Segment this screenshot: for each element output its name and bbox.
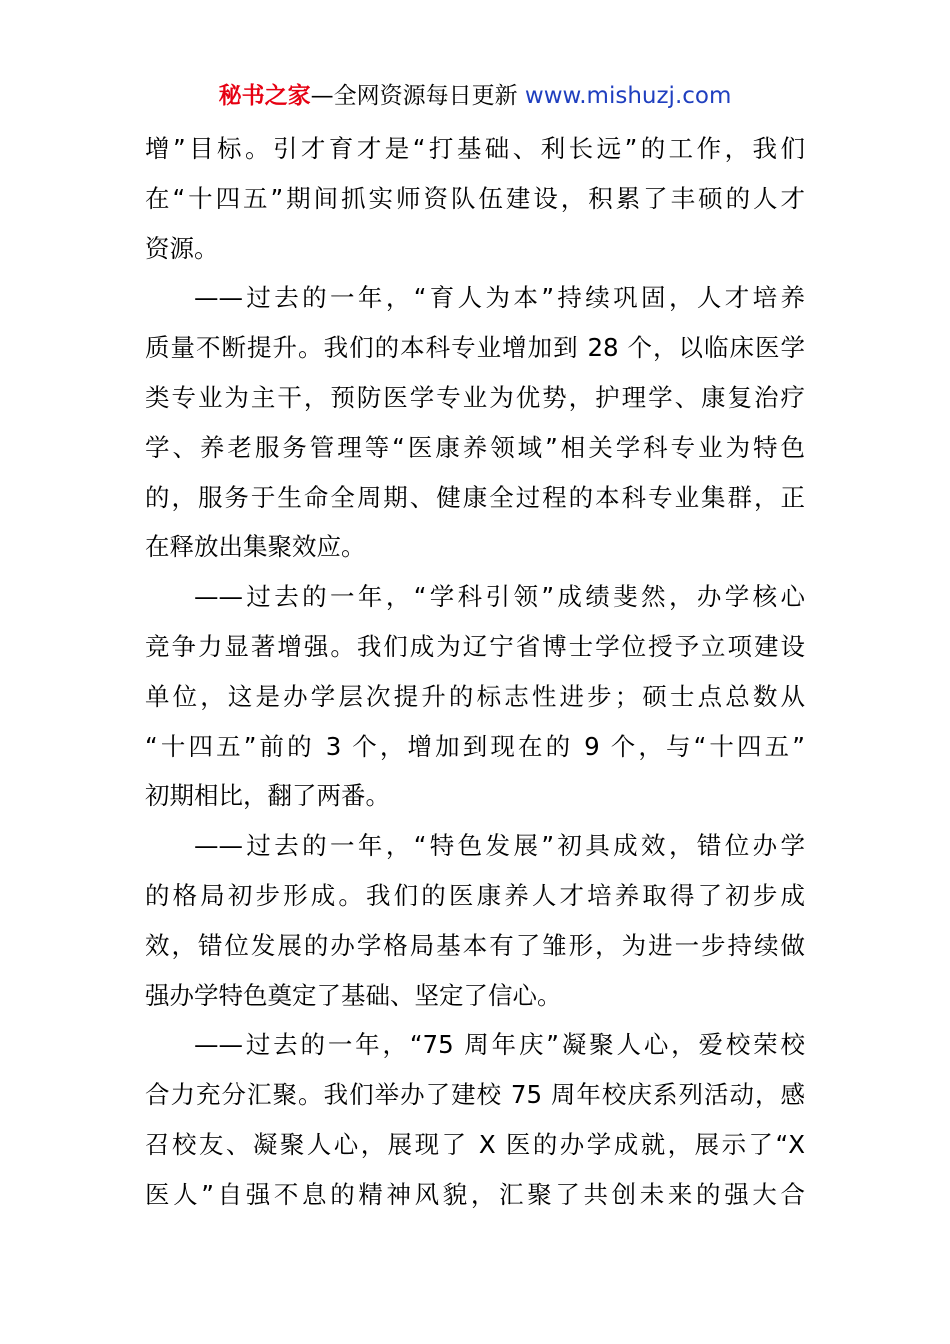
text-line: 强办学特色奠定了基础、坚定了信心。	[145, 980, 562, 1010]
text-line: 合力充分汇聚。我们举办了建校 75 周年校庆系列活动，感	[145, 1080, 805, 1110]
text-line: 的，服务于生命全周期、健康全过程的本科专业集群，正	[145, 482, 805, 512]
text-line: 学、养老服务管理等“医康养领域”相关学科专业为特色	[145, 432, 805, 462]
site-url-link[interactable]: www.mishuzj.com	[524, 83, 732, 109]
site-header	[0, 80, 950, 112]
text-line: 初期相比，翻了两番。	[145, 781, 390, 811]
text-line: 在释放出集聚效应。	[145, 532, 366, 562]
header-tagline: —全网资源每日更新	[310, 83, 525, 109]
text-line: 资源。	[145, 233, 219, 263]
text-line: 效，错位发展的办学格局基本有了雏形，为进一步持续做	[145, 930, 805, 960]
text-line: 医人”自强不息的精神风貌，汇聚了共创未来的强大合	[145, 1179, 805, 1209]
document-body	[145, 124, 805, 1220]
text-line: “十四五”前的 3 个，增加到现在的 9 个，与“十四五”	[145, 731, 805, 761]
text-line: 召校友、凝聚人心，展现了 X 医的办学成就，展示了“X	[145, 1129, 805, 1159]
text-line: 在“十四五”期间抓实师资队伍建设，积累了丰硕的人才	[145, 183, 805, 213]
text-line: 增”目标。引才育才是“打基础、利长远”的工作，我们	[145, 134, 805, 163]
text-line: 单位，这是办学层次提升的标志性进步；硕士点总数从	[145, 681, 805, 711]
paragraph-start-line: ——过去的一年，“特色发展”初具成效，错位办学	[194, 831, 805, 861]
paragraph-start-line: ——过去的一年，“75 周年庆”凝聚人心，爱校荣校	[194, 1030, 805, 1060]
brand-name: 秘书之家	[218, 83, 311, 109]
paragraph-start-line: ——过去的一年，“育人为本”持续巩固，人才培养	[194, 283, 805, 313]
text-line: 类专业为主干，预防医学专业为优势，护理学、康复治疗	[145, 382, 805, 412]
text-line: 竞争力显著增强。我们成为辽宁省博士学位授予立项建设	[145, 631, 805, 661]
text-line: 的格局初步形成。我们的医康养人才培养取得了初步成	[145, 880, 805, 910]
text-line: 质量不断提升。我们的本科专业增加到 28 个，以临床医学	[145, 333, 805, 363]
paragraph-start-line: ——过去的一年，“学科引领”成绩斐然，办学核心	[194, 582, 805, 612]
